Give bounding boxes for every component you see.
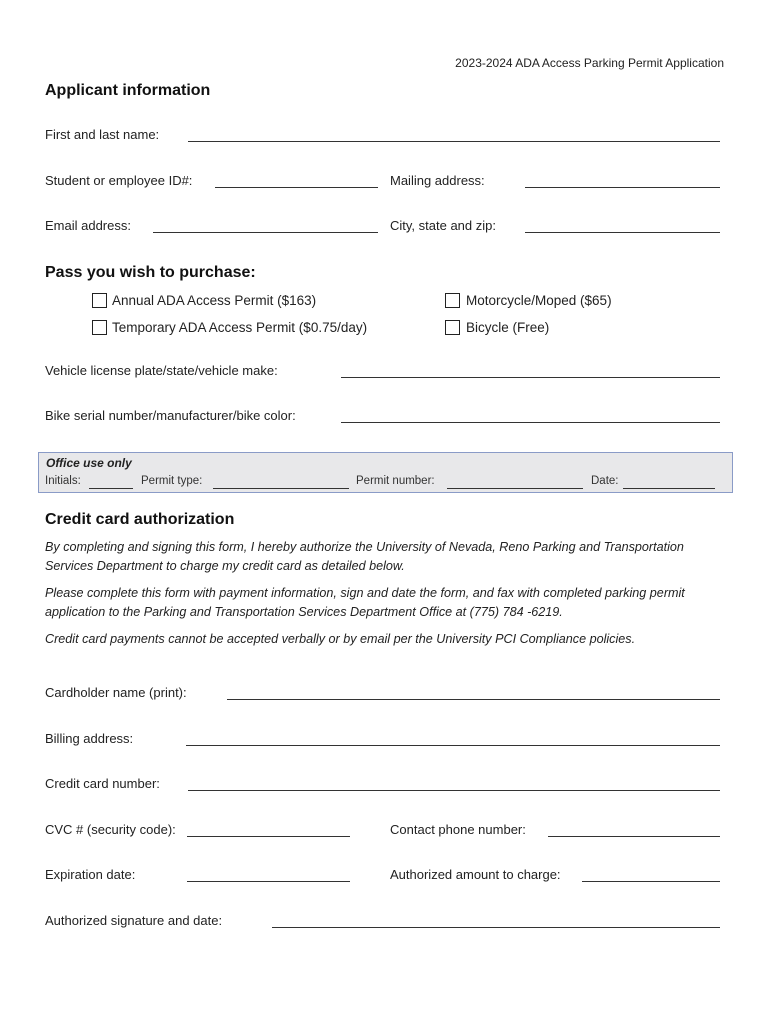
authorization-paragraph: By completing and signing this form, I hereby authorize the University of Nevada, Reno Parking and Transportation Services Department to charge my credit card as detailed below.	[45, 540, 684, 573]
permit-number-field[interactable]	[447, 488, 583, 489]
phone-field[interactable]	[548, 836, 720, 837]
credit-heading: Credit card authorization	[45, 511, 235, 528]
amount-label: Authorized amount to charge:	[390, 867, 561, 882]
pass-heading: Pass you wish to purchase:	[45, 264, 256, 281]
annual-permit-label: Annual ADA Access Permit ($163)	[112, 293, 317, 308]
cardholder-field[interactable]	[227, 699, 720, 700]
instructions-paragraph: Please complete this form with payment information, sign and date the form, and fax with completed parking permit application to the Parking and Transportation Services Department Office at (775) 784 -6219.	[45, 586, 685, 619]
temporary-permit-label: Temporary ADA Access Permit ($0.75/day)	[112, 320, 368, 335]
cvc-field[interactable]	[187, 836, 350, 837]
mailing-address-field[interactable]	[525, 187, 720, 188]
signature-label: Authorized signature and date:	[45, 913, 223, 928]
billing-address-field[interactable]	[186, 745, 720, 746]
bike-field[interactable]	[341, 422, 720, 423]
expiration-label: Expiration date:	[45, 867, 136, 882]
expiration-field[interactable]	[187, 881, 350, 882]
initials-label: Initials:	[45, 475, 81, 487]
office-use-title: Office use only	[46, 456, 132, 470]
cardholder-label: Cardholder name (print):	[45, 685, 187, 700]
name-label: First and last name:	[45, 127, 160, 142]
signature-field[interactable]	[272, 927, 720, 928]
office-date-label: Date:	[591, 475, 619, 487]
name-field[interactable]	[188, 141, 720, 142]
bicycle-label: Bicycle (Free)	[466, 320, 550, 335]
student-id-label: Student or employee ID#:	[45, 173, 193, 188]
applicant-heading: Applicant information	[45, 82, 211, 99]
city-state-zip-field[interactable]	[525, 232, 720, 233]
card-number-label: Credit card number:	[45, 776, 160, 791]
office-date-field[interactable]	[623, 488, 715, 489]
amount-field[interactable]	[582, 881, 720, 882]
phone-label: Contact phone number:	[390, 822, 526, 837]
permit-type-label: Permit type:	[141, 475, 203, 487]
motorcycle-label: Motorcycle/Moped ($65)	[466, 293, 612, 308]
pci-policy-paragraph: Credit card payments cannot be accepted verbally or by email per the University PCI Compliance policies.	[45, 632, 636, 646]
office-use-box	[38, 452, 733, 493]
document-title: 2023-2024 ADA Access Parking Permit Application	[455, 56, 724, 70]
bicycle-checkbox[interactable]	[445, 320, 460, 335]
initials-field[interactable]	[89, 488, 133, 489]
billing-address-label: Billing address:	[45, 731, 134, 746]
cvc-label: CVC # (security code):	[45, 822, 176, 837]
temporary-permit-checkbox[interactable]	[92, 320, 107, 335]
motorcycle-checkbox[interactable]	[445, 293, 460, 308]
permit-number-label: Permit number:	[356, 475, 435, 487]
annual-permit-checkbox[interactable]	[92, 293, 107, 308]
vehicle-field[interactable]	[341, 377, 720, 378]
card-number-field[interactable]	[188, 790, 720, 791]
student-id-field[interactable]	[215, 187, 378, 188]
email-label: Email address:	[45, 218, 131, 233]
permit-type-field[interactable]	[213, 488, 349, 489]
mailing-address-label: Mailing address:	[390, 173, 485, 188]
vehicle-label: Vehicle license plate/state/vehicle make:	[45, 363, 278, 378]
email-field[interactable]	[153, 232, 378, 233]
bike-label: Bike serial number/manufacturer/bike color:	[45, 408, 296, 423]
city-state-zip-label: City, state and zip:	[390, 218, 496, 233]
